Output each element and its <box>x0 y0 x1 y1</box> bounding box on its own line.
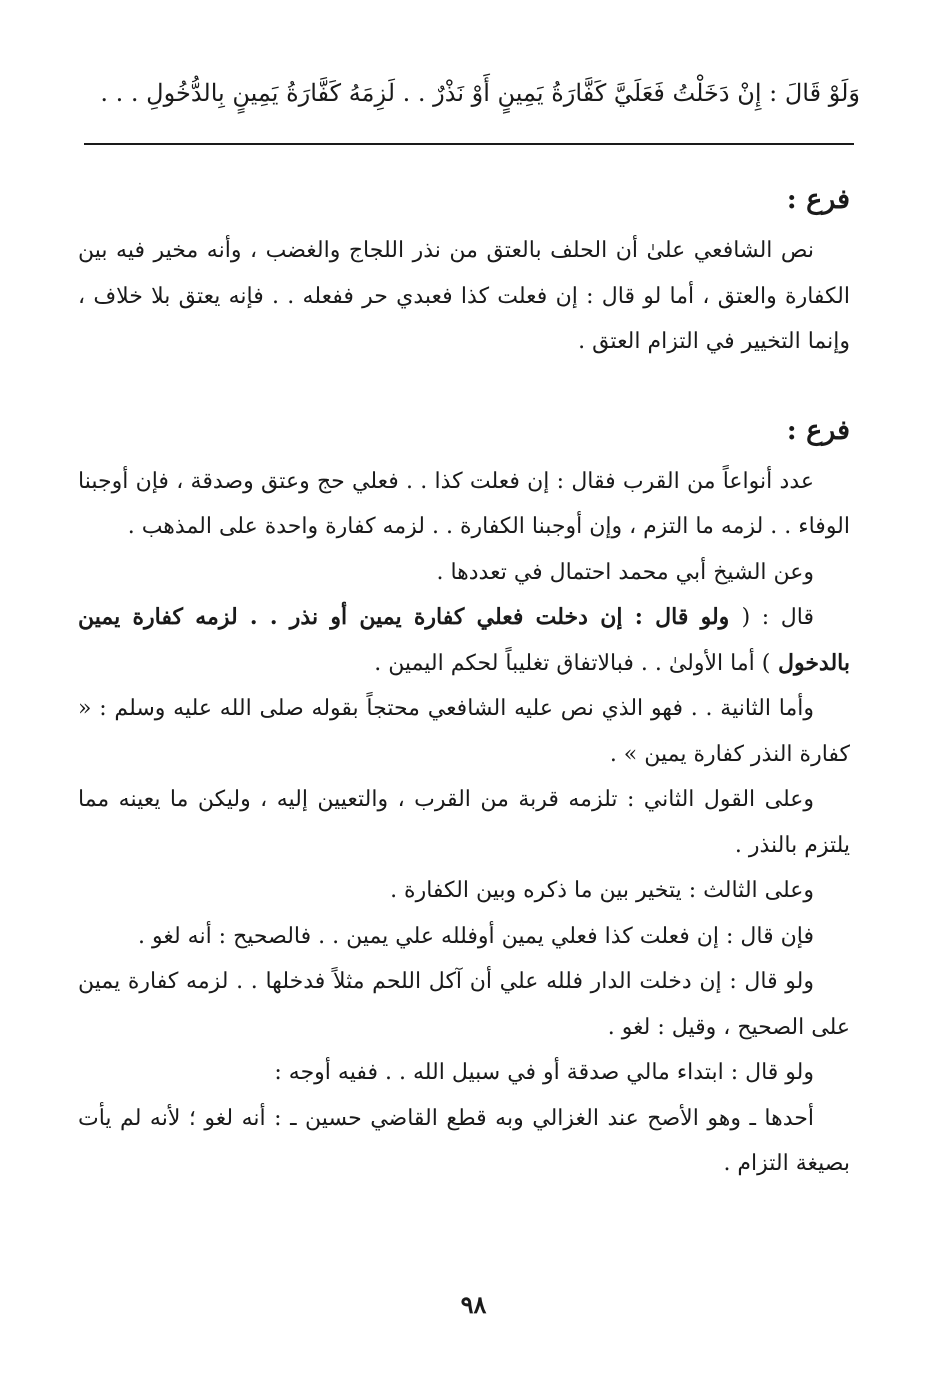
page-number: ٩٨ <box>460 1290 487 1319</box>
header-divider <box>84 143 854 145</box>
section2-paragraph-4: وأما الثانية . . فهو الذي نص عليه الشافعي محتجاً بقوله صلى الله عليه وسلم : « كفارة النذر كفارة يمين » . <box>78 696 850 767</box>
matn-header-text: وَلَوْ قَالَ : إِنْ دَخَلْتُ فَعَلَيَّ كَفَّارَةُ يَمِينٍ أَوْ نَذْرٌ . . لَزِمَهُ كَفَّارَةُ يَمِينٍ بِالدُّخُولِ . . . <box>100 79 860 107</box>
section2-paragraph-6: وعلى الثالث : يتخير بين ما ذكره وبين الكفارة . <box>390 878 814 903</box>
section2-paragraph-8: ولو قال : إن دخلت الدار فلله علي أن آكل اللحم مثلاً فدخلها . . لزمه كفارة يمين على الصحيح ، وقيل : لغو . <box>78 969 850 1040</box>
section2-paragraph-2: وعن الشيخ أبي محمد احتمال في تعددها . <box>436 559 814 585</box>
quoted-matn-bold: ولو قال : إن دخلت فعلي كفارة يمين أو نذر . . لزمه كفارة يمين بالدخول <box>78 604 850 676</box>
section-spacer <box>78 365 850 403</box>
section2-paragraph-9: ولو قال : ابتداء مالي صدقة أو في سبيل الله . . ففيه أوجه : <box>274 1060 814 1085</box>
section2-paragraph-1: عدد أنواعاً من القرب فقال : إن فعلت كذا . . فعلي حج وعتق وصدقة ، فإن أوجبنا الوفاء . . لزمه ما التزم ، وإن أوجبنا الكفارة . . لزمه كفارة واحدة على المذهب . <box>78 468 850 539</box>
quote-open: قال : ( <box>741 605 815 630</box>
section2-paragraph-7: فإن قال : إن فعلت كذا فعلي يمين أوفلله علي يمين . . فالصحيح : أنه لغو . <box>137 923 814 949</box>
section-heading-2: فرع : <box>786 414 850 446</box>
section-heading-1: فرع : <box>786 184 850 215</box>
section2-paragraph-3 <box>78 595 850 686</box>
commentary-body <box>78 172 850 1187</box>
quote-close-and-comment: ) أما الأولىٰ . . فبالاتفاق تغليباً لحكم اليمين . <box>374 650 771 676</box>
section1-paragraph: نص الشافعي علىٰ أن الحلف بالعتق من نذر اللجاج والغضب ، وأنه مخير فيه بين الكفارة والعتق ، أما لو قال : إن فعلت كذا فعبدي حر ففعله . . فإنه يعتق بلا خلاف ، وإنما التخيير في التزام العتق . <box>78 238 851 354</box>
section2-paragraph-5: وعلى القول الثاني : تلزمه قربة من القرب ، والتعيين إليه ، وليكن ما يعينه مما يلتزم بالنذر . <box>78 787 850 858</box>
section2-paragraph-10: أحدها ـ وهو الأصح عند الغزالي وبه قطع القاضي حسين ـ : أنه لغو ؛ لأنه لم يأت بصيغة التزام . <box>78 1105 850 1176</box>
